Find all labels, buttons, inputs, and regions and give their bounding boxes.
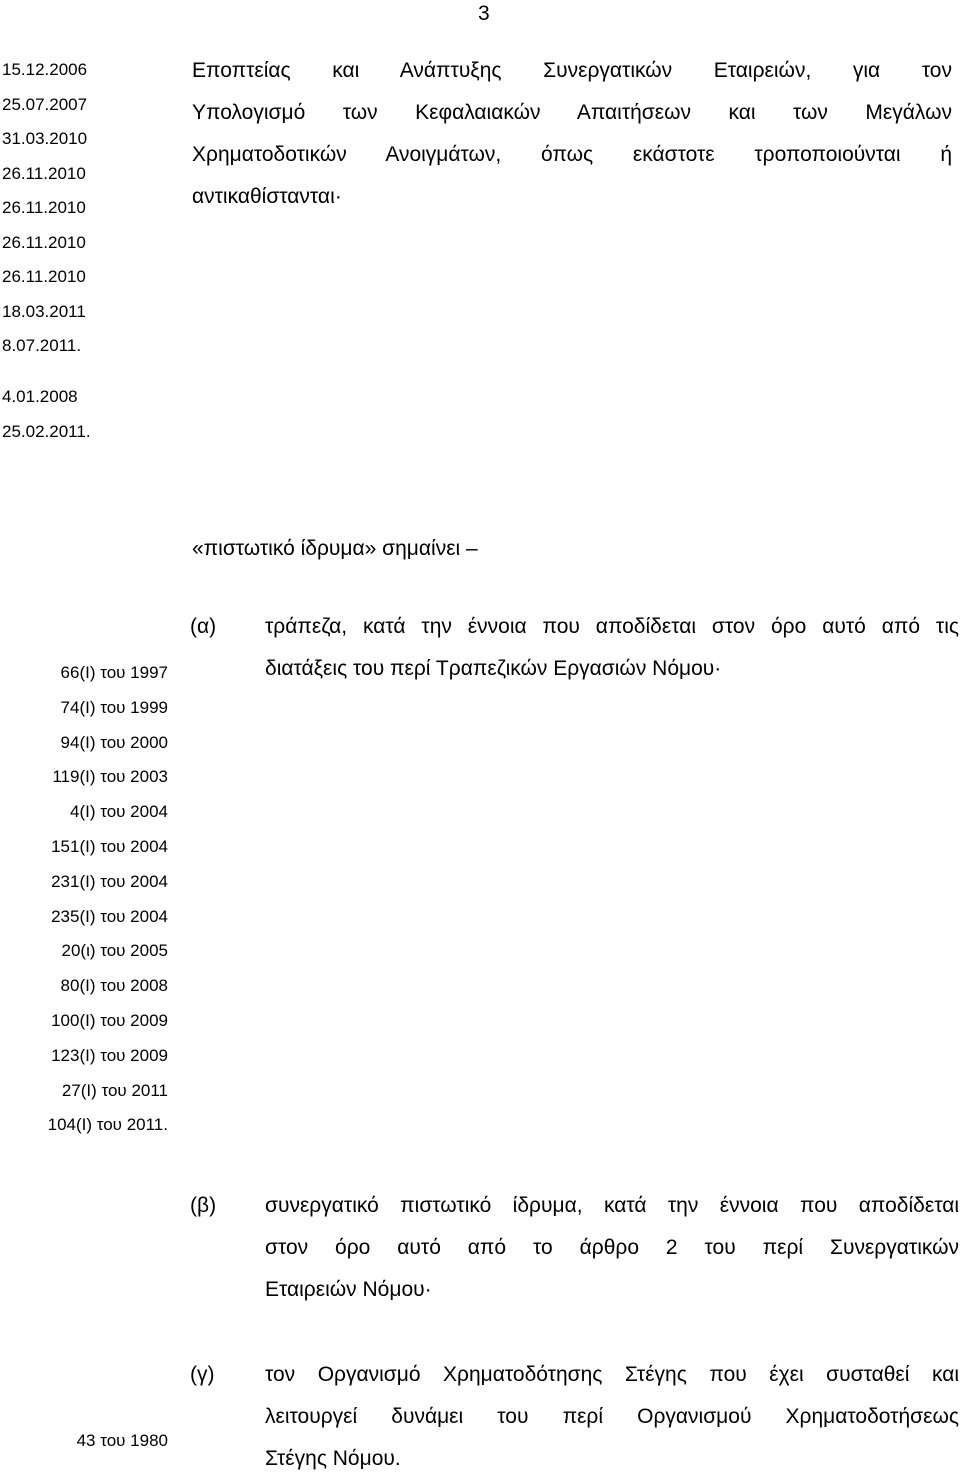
amendment-dates-top <box>2 53 87 364</box>
item-a-line: τράπεζα, κατά την έννοια που αποδίδεται στον όρο αυτό από τις <box>265 615 959 638</box>
margin-date: 4.01.2008 <box>2 387 78 406</box>
item-c-line: Στέγης Νόμου. <box>265 1447 401 1470</box>
margin-date: 18.03.2011 <box>2 301 86 321</box>
item-c-line: λειτουργεί δυνάμει του περί Οργανισμού Χρηματοδοτήσεως <box>265 1405 959 1428</box>
law-references <box>48 656 168 1143</box>
margin-date: 15.12.2006 <box>2 60 88 79</box>
intro-line: αντικαθίστανται· <box>192 185 342 208</box>
item-a-text <box>265 606 959 690</box>
intro-line: Χρηματοδοτικών Ανοιγμάτων, όπως εκάστοτε τροποποιούνται ή <box>192 143 952 166</box>
law-ref: 235(I) του 2004 <box>51 906 168 926</box>
law-ref: 231(I) του 2004 <box>51 871 168 891</box>
item-b-label: (β) <box>190 1194 217 1217</box>
law-ref: 104(I) του 2011. <box>47 1115 168 1135</box>
margin-date: 26.11.2010 <box>2 198 86 217</box>
law-ref: 100(I) του 2009 <box>51 1010 168 1030</box>
definition-heading: «πιστωτικό ίδρυμα» σημαίνει – <box>192 537 478 560</box>
item-c-label: (γ) <box>190 1363 215 1386</box>
page-number: 3 <box>478 2 490 25</box>
margin-date: 25.02.2011. <box>2 421 91 441</box>
margin-date: 25.07.2007 <box>2 94 88 114</box>
margin-date: 8.07.2011. <box>2 336 82 355</box>
item-c-line: τον Οργανισμό Χρηματοδότησης Στέγης που έχει συσταθεί και <box>265 1363 959 1386</box>
item-b-text <box>265 1185 959 1311</box>
law-ref: 119(I) του 2003 <box>52 767 168 787</box>
intro-line: Υπολογισμό των Κεφαλαιακών Απαιτήσεων και των Μεγάλων <box>192 101 952 124</box>
amendment-dates-second <box>2 380 91 449</box>
margin-date: 26.11.2010 <box>2 232 86 252</box>
margin-date: 26.11.2010 <box>2 163 86 183</box>
law-ref: 74(I) του 1999 <box>60 697 168 717</box>
law-ref: 66(I) του 1997 <box>60 663 168 682</box>
item-a-line: διατάξεις του περί Τραπεζικών Εργασιών Νόμου· <box>265 657 722 680</box>
item-a-label: (α) <box>190 615 217 638</box>
law-ref: 80(I) του 2008 <box>60 976 168 996</box>
law-ref: 151(I) του 2004 <box>51 836 168 856</box>
item-b-line: Εταιρειών Νόμου· <box>265 1278 432 1301</box>
item-c-text <box>265 1354 959 1480</box>
margin-date: 31.03.2010 <box>2 129 88 148</box>
intro-paragraph <box>192 50 952 218</box>
law-ref: 4(I) του 2004 <box>70 802 168 822</box>
law-ref: 20(ι) του 2005 <box>61 941 168 961</box>
law-ref: 27(I) του 2011 <box>61 1080 168 1100</box>
law-ref: 94(I) του 2000 <box>60 732 168 752</box>
intro-line: Εποπτείας και Ανάπτυξης Συνεργατικών Εταιρειών, για τον <box>192 59 952 82</box>
item-b-line: συνεργατικό πιστωτικό ίδρυμα, κατά την έννοια που αποδίδεται <box>265 1194 959 1217</box>
margin-date: 26.11.2010 <box>2 267 86 286</box>
law-ref: 123(I) του 2009 <box>51 1045 168 1065</box>
law-ref-c: 43 του 1980 <box>76 1431 168 1450</box>
item-b-line: στον όρο αυτό από το άρθρο 2 του περί Συνεργατικών <box>265 1236 959 1259</box>
